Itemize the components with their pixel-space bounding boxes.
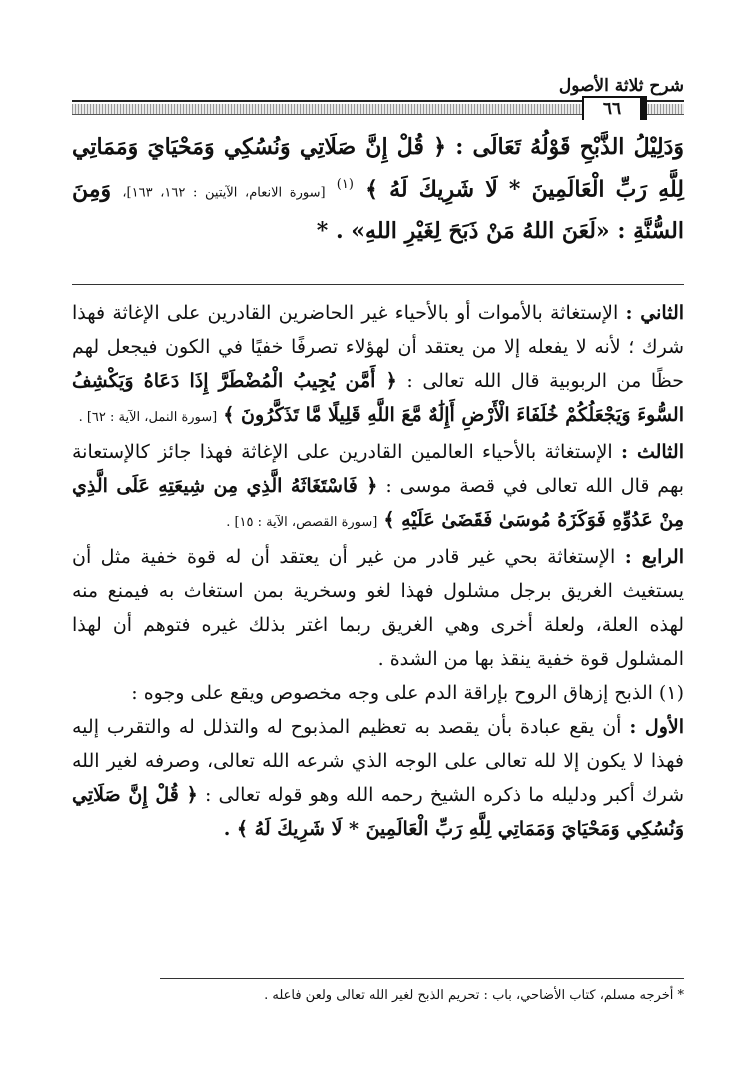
quran-verse: ﴿ قُلْ إِنَّ صَلَاتِي وَنُسُكِي وَمَحْيَايَ وَمَمَاتِي لِلَّهِ رَبِّ الْعَالَمِينَ * لَا شَرِيكَ لَهُ ﴾: [72, 134, 684, 203]
verse-reference: [سورة القصص، الآية : ١٥] .: [226, 515, 378, 530]
paragraph-second: [72, 296, 684, 435]
page-header: [72, 74, 684, 119]
paragraph-slaughter-note: [72, 676, 684, 710]
quran-quote: ﴿ فَاسْتَغَاثَهُ الَّذِي مِن شِيعَتِهِ عَلَى الَّذِي مِنْ عَدُوِّهِ فَوَكَزَهُ مُوسَىٰ فَقَضَىٰ عَلَيْهِ ﴾: [72, 475, 684, 531]
verse-reference: [سورة الانعام، الآيتين : ١٦٢، ١٦٣]،: [122, 185, 326, 201]
paragraph-lead: الثالث :: [621, 441, 684, 463]
commentary-separator: [72, 284, 684, 285]
quran-quote: ﴿ قُلْ إِنَّ صَلَاتِي وَنُسُكِي وَمَحْيَايَ وَمَمَاتِي لِلَّهِ رَبِّ الْعَالَمِينَ * لَا شَرِيكَ لَهُ ﴾ .: [72, 784, 684, 840]
paragraph-lead: الثاني :: [625, 302, 685, 324]
paragraph-first-kind: [72, 710, 684, 846]
main-text-block: [72, 128, 684, 250]
paragraph-text: (١) الذبح إزهاق الروح بإراقة الدم على وجه مخصوص ويقع على وجوه :: [131, 682, 684, 704]
footnote-rule: [160, 978, 684, 979]
page-number: ٦٦: [582, 96, 642, 120]
footnote: * أخرجه مسلم، كتاب الأضاحي، باب : تحريم الذبح لغير الله تعالى ولعن فاعله .: [264, 988, 684, 1003]
paragraph-third: [72, 435, 684, 540]
hadith-text: «لَعَنَ اللهُ مَنْ ذَبَحَ لِغَيْرِ اللهِ» . *: [316, 218, 610, 245]
paragraph-text: أن يقع عبادة بأن يقصد به تعظيم المذبوح له والتذلل له والتقرب إليه فهذا لا يكون إلا لله تعالى على الوجه الذي شرعه الله تعالى، وصرفه لغير الله شرك أكبر ودليله ما ذكره الشيخ رحمه الله وهو قوله تعالى :: [72, 716, 685, 806]
paragraph-lead: الأول :: [629, 716, 684, 738]
paragraph-fourth: [72, 540, 684, 676]
paragraph-text: الإستغاثة بحي غير قادر من غير أن يعتقد أن له قوة خفية مثل أن يستغيث الغريق برجل مشلول فهذا لغو وسخرية بمن استغاث به فيمنع منه لهذه العلة، ولعلة أخرى وهي الغريق ربما اغتر بذلك غيره فتوهم أن لهذا المشلول قوة خفية ينقذ بها من الشدة .: [72, 546, 684, 670]
verse-reference: [سورة النمل، الآية : ٦٢] .: [78, 410, 218, 425]
paragraph-text: الإستغاثة بالأموات أو بالأحياء غير الحاضرين القادرين على الإغاثة فهذا شرك ؛ لأنه لا يفعله إلا من يعتقد أن لهؤلاء تصرفًا خفيًا في الكون فيجعل لهم حظًا من الربوبية قال الله تعالى :: [72, 302, 684, 392]
paragraph-text: الإستغاثة بالأحياء العالمين القادرين على الإغاثة فهذا جائز كالإستعانة بهم قال الله تعالى في قصة موسى :: [72, 441, 684, 497]
paragraph-lead: الرابع :: [624, 546, 685, 568]
sunnah-lead: وَمِنَ السُّنَّةِ :: [72, 176, 684, 245]
evidence-lead: وَدَلِيْلُ الذَّبْحِ قَوْلُهُ تَعَالَى :: [455, 134, 684, 160]
commentary-block: [72, 296, 684, 846]
footnote-marker: (١): [336, 177, 354, 192]
running-title: شرح ثلاثة الأصول: [558, 76, 684, 96]
quran-quote: ﴿ أَمَّن يُجِيبُ الْمُضْطَرَّ إِذَا دَعَاهُ وَيَكْشِفُ السُّوءَ وَيَجْعَلُكُمْ خُلَفَاءَ الْأَرْضِ أَإِلَٰهٌ مَّعَ اللَّهِ قَلِيلًا مَّا تَذَكَّرُونَ ﴾: [72, 370, 684, 426]
